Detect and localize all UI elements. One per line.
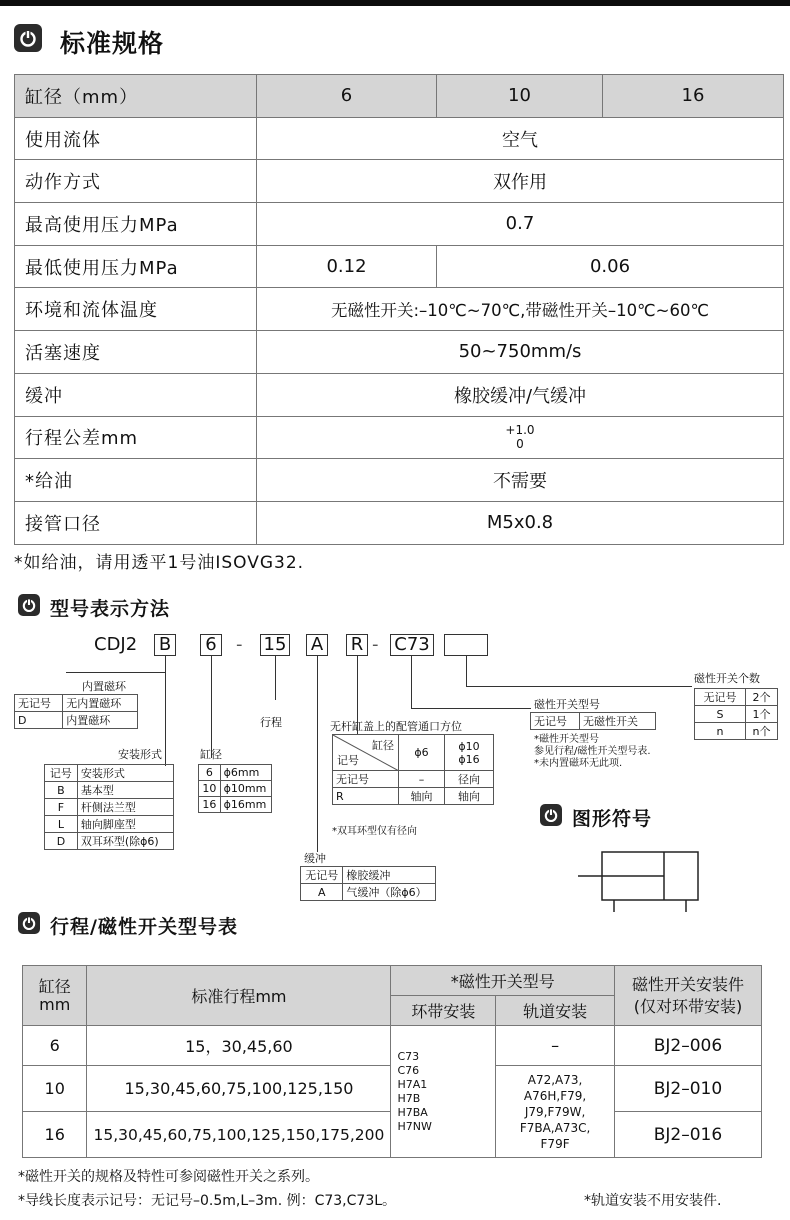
spec-row-value: M5x0.8 bbox=[257, 501, 784, 544]
port-header-phi10-16 bbox=[445, 735, 494, 771]
rail-switch-none: – bbox=[496, 1026, 615, 1066]
spec-row-value: 50~750mm/s bbox=[257, 331, 784, 374]
stroke-row-bore: 6 bbox=[23, 1026, 87, 1066]
mount-desc: 双耳环型(除ϕ6) bbox=[77, 833, 173, 850]
ring-switch: H7BA bbox=[397, 1105, 428, 1119]
magnet-desc: 内置磁环 bbox=[63, 712, 138, 729]
switch-type-notes bbox=[534, 734, 651, 770]
ring-switch: H7B bbox=[397, 1091, 421, 1105]
stroke-switch-table bbox=[22, 965, 762, 1158]
magnet-code: 无记号 bbox=[15, 695, 63, 712]
switch-count-code: 无记号 bbox=[695, 689, 746, 706]
stroke-row-strokes: 15,30,45,60,75,100,125,150 bbox=[87, 1066, 391, 1112]
spec-row-value: 无磁性开关:–10℃~70℃,带磁性开关–10℃~60℃ bbox=[257, 288, 784, 331]
port-phi10-16: 轴向 bbox=[445, 788, 494, 805]
bore-table bbox=[198, 764, 272, 813]
spec-row-label: 最高使用压力MPa bbox=[15, 203, 257, 246]
bore-header-unit: mm bbox=[39, 994, 71, 1014]
spec-row-label: 活塞速度 bbox=[15, 331, 257, 374]
spec-row bbox=[15, 203, 784, 246]
model-prefix: CDJ2 bbox=[94, 634, 138, 655]
spec-row bbox=[15, 459, 784, 502]
spec-row-value: 不需要 bbox=[257, 459, 784, 502]
connector-line bbox=[466, 656, 467, 686]
stroke-header-rail: 轨道安装 bbox=[496, 996, 615, 1026]
stroke-row-kit bbox=[614, 1112, 761, 1158]
switch-count-table bbox=[694, 688, 778, 740]
kit-code: BJ2–006 bbox=[653, 1035, 723, 1056]
spec-row-value-bore-10-16: 0.06 bbox=[437, 245, 784, 288]
spec-row-label: 动作方式 bbox=[15, 160, 257, 203]
switch-count-title: 磁性开关个数 bbox=[694, 672, 760, 685]
ring-switch: H7NW bbox=[397, 1119, 432, 1133]
port-code: 无记号 bbox=[333, 771, 399, 788]
model-section-title: 型号表示方法 bbox=[50, 598, 171, 620]
bore-code: 16 bbox=[199, 797, 221, 813]
stroke-header-switch: *磁性开关型号 bbox=[391, 966, 615, 996]
stroke-header-kit bbox=[614, 966, 761, 1026]
spec-row-value: 橡胶缓冲/气缓冲 bbox=[257, 373, 784, 416]
bore-code: 6 bbox=[199, 765, 221, 781]
cushion-code: A bbox=[301, 884, 343, 901]
kit-code: BJ2–010 bbox=[653, 1078, 723, 1099]
port-header-phi10: ϕ10 bbox=[458, 739, 480, 753]
footnote-lead-length: *导线长度表示记号：无记号–0.5m,L–3m. 例：C73,C73L。 bbox=[18, 1193, 397, 1209]
port-note: *双耳环型仅有径向 bbox=[332, 826, 417, 837]
model-code-cushion: A bbox=[306, 634, 328, 656]
mount-desc: 杆侧法兰型 bbox=[77, 799, 173, 816]
kit-header-text: 磁性开关安装件 bbox=[631, 974, 744, 994]
stroke-row-kit bbox=[614, 1026, 761, 1066]
switch-type-note: *未内置磁环无此项. bbox=[534, 758, 623, 769]
stroke-row-strokes: 15，30,45,60 bbox=[87, 1026, 391, 1066]
model-code-switch: C73 bbox=[390, 634, 434, 656]
switch-count-desc: n个 bbox=[746, 723, 778, 740]
power-icon bbox=[14, 24, 42, 52]
bore-desc: ϕ6mm bbox=[220, 765, 271, 781]
spec-row-value: 0.7 bbox=[257, 203, 784, 246]
stroke-row-strokes: 15,30,45,60,75,100,125,150,175,200 bbox=[87, 1112, 391, 1158]
stroke-header-stroke: 标准行程mm bbox=[87, 966, 391, 1026]
port-diag-bottom: 记号 bbox=[337, 754, 359, 767]
port-phi6: – bbox=[399, 771, 445, 788]
port-diag-header bbox=[333, 735, 399, 771]
rail-switch: F7BA,A73C, bbox=[519, 1120, 591, 1135]
rail-switch-list bbox=[496, 1066, 615, 1158]
model-dash: - bbox=[372, 634, 379, 655]
magnet-desc: 无内置磁环 bbox=[63, 695, 138, 712]
spec-section-title: 标准规格 bbox=[60, 29, 165, 58]
spec-table bbox=[14, 74, 784, 545]
mount-code: F bbox=[45, 799, 78, 816]
spec-row-value: 双作用 bbox=[257, 160, 784, 203]
port-title: 无杆缸盖上的配管通口方位 bbox=[330, 720, 462, 733]
spec-header-bore-16: 16 bbox=[603, 75, 784, 118]
spec-row-value-bore-6: 0.12 bbox=[257, 245, 437, 288]
spec-row bbox=[15, 501, 784, 544]
spec-header-label: 缸径（mm） bbox=[15, 75, 257, 118]
ring-switch: C73 bbox=[397, 1049, 420, 1063]
connector-line bbox=[275, 656, 276, 700]
stroke-row-bore: 16 bbox=[23, 1112, 87, 1158]
cushion-table bbox=[300, 866, 436, 901]
switch-type-desc: 无磁性开关 bbox=[580, 713, 656, 730]
port-diag-top: 缸径 bbox=[372, 739, 394, 752]
model-code-mount: B bbox=[154, 634, 176, 656]
connector-line bbox=[317, 656, 318, 852]
cylinder-symbol bbox=[578, 846, 702, 914]
connector-line bbox=[411, 708, 531, 709]
switch-count-desc: 1个 bbox=[746, 706, 778, 723]
tolerance-lower: 0 bbox=[516, 437, 524, 452]
mount-code: B bbox=[45, 782, 78, 799]
mount-header-code: 记号 bbox=[45, 765, 78, 782]
cushion-desc: 橡胶缓冲 bbox=[343, 867, 436, 884]
model-code-switch-count bbox=[444, 634, 488, 656]
footnote-rail-mount: *轨道安装不用安装件. bbox=[584, 1193, 722, 1209]
spec-row bbox=[15, 416, 784, 459]
bore-desc: ϕ10mm bbox=[220, 781, 271, 797]
spec-row bbox=[15, 160, 784, 203]
model-dash: - bbox=[236, 634, 243, 655]
mount-desc: 基本型 bbox=[77, 782, 173, 799]
connector-line bbox=[411, 656, 412, 708]
bore-desc: ϕ16mm bbox=[220, 797, 271, 813]
magnet-code: D bbox=[15, 712, 63, 729]
spec-header-bore-6: 6 bbox=[257, 75, 437, 118]
lubrication-note: *如给油，请用透平1号油ISOVG32. bbox=[14, 553, 305, 573]
connector-line bbox=[211, 656, 212, 758]
magnet-table bbox=[14, 694, 138, 729]
symbol-section-title: 图形符号 bbox=[572, 808, 653, 830]
switch-type-note: *磁性开关型号 bbox=[534, 734, 599, 745]
model-code-stroke: 15 bbox=[260, 634, 290, 656]
spec-row bbox=[15, 117, 784, 160]
ring-switch: C76 bbox=[397, 1063, 420, 1077]
port-table bbox=[332, 734, 494, 805]
spec-row-value: 空气 bbox=[257, 117, 784, 160]
spec-row-value bbox=[257, 416, 784, 459]
spec-row-label: 最低使用压力MPa bbox=[15, 245, 257, 288]
mount-code: L bbox=[45, 816, 78, 833]
bore-code: 10 bbox=[199, 781, 221, 797]
spec-header-bore-10: 10 bbox=[437, 75, 603, 118]
stroke-label: 行程 bbox=[260, 716, 282, 729]
stroke-section-title: 行程/磁性开关型号表 bbox=[50, 916, 238, 938]
ring-switch-list bbox=[391, 1026, 496, 1158]
bore-header-text: 缸径 bbox=[38, 976, 71, 996]
power-icon bbox=[18, 912, 40, 934]
rail-switch: A72,A73, bbox=[527, 1072, 583, 1087]
cushion-desc: 气缓冲（除ϕ6） bbox=[343, 884, 436, 901]
bore-title: 缸径 bbox=[200, 748, 222, 761]
switch-count-code: S bbox=[695, 706, 746, 723]
switch-type-table bbox=[530, 712, 656, 730]
spec-row-label: 环境和流体温度 bbox=[15, 288, 257, 331]
spec-row-label: 行程公差mm bbox=[15, 416, 257, 459]
magnet-title: 内置磁环 bbox=[82, 680, 126, 693]
stroke-row-bore: 10 bbox=[23, 1066, 87, 1112]
connector-line bbox=[165, 656, 166, 766]
rail-switch: J79,F79W, bbox=[524, 1104, 586, 1119]
port-header-phi16: ϕ16 bbox=[458, 752, 480, 766]
spec-row bbox=[15, 288, 784, 331]
rail-switch: F79F bbox=[540, 1136, 570, 1151]
switch-type-note: 参见行程/磁性开关型号表. bbox=[534, 746, 651, 757]
spec-row bbox=[15, 331, 784, 374]
stroke-header-bore bbox=[23, 966, 87, 1026]
cushion-title: 缓冲 bbox=[304, 852, 326, 865]
spec-row-label: 接管口径 bbox=[15, 501, 257, 544]
power-icon bbox=[18, 594, 40, 616]
spec-header-row bbox=[15, 75, 784, 118]
switch-count-code: n bbox=[695, 723, 746, 740]
cushion-code: 无记号 bbox=[301, 867, 343, 884]
stroke-row-kit bbox=[614, 1066, 761, 1112]
kit-code: BJ2–016 bbox=[653, 1124, 723, 1145]
top-bar bbox=[0, 0, 790, 6]
spec-row bbox=[15, 373, 784, 416]
connector-line bbox=[66, 672, 166, 673]
port-phi6: 轴向 bbox=[399, 788, 445, 805]
model-code-bore: 6 bbox=[200, 634, 222, 656]
mount-desc: 轴向脚座型 bbox=[77, 816, 173, 833]
switch-type-code: 无记号 bbox=[531, 713, 580, 730]
connector-line bbox=[466, 686, 692, 687]
spec-row-label: *给油 bbox=[15, 459, 257, 502]
mount-table bbox=[44, 764, 174, 850]
spec-row-label: 缓冲 bbox=[15, 373, 257, 416]
tolerance-upper: +1.0 bbox=[505, 423, 535, 438]
rail-switch: A76H,F79, bbox=[523, 1088, 587, 1103]
power-icon bbox=[540, 804, 562, 826]
port-code: R bbox=[333, 788, 399, 805]
port-phi10-16: 径向 bbox=[445, 771, 494, 788]
ring-switch: H7A1 bbox=[397, 1077, 428, 1091]
stroke-tolerance bbox=[257, 423, 783, 451]
mount-code: D bbox=[45, 833, 78, 850]
footnote-switch-spec: *磁性开关的规格及特性可参阅磁性开关之系列。 bbox=[18, 1169, 319, 1185]
mount-title: 安装形式 bbox=[118, 748, 162, 761]
spec-row bbox=[15, 245, 784, 288]
model-code-port: R bbox=[346, 634, 368, 656]
port-header-phi6: ϕ6 bbox=[399, 735, 445, 771]
kit-header-sub: (仅对环带安装) bbox=[633, 996, 743, 1016]
switch-count-desc: 2个 bbox=[746, 689, 778, 706]
mount-header-type: 安装形式 bbox=[77, 765, 173, 782]
spec-row-label: 使用流体 bbox=[15, 117, 257, 160]
stroke-header-ring: 环带安装 bbox=[391, 996, 496, 1026]
switch-type-title: 磁性开关型号 bbox=[534, 698, 600, 711]
